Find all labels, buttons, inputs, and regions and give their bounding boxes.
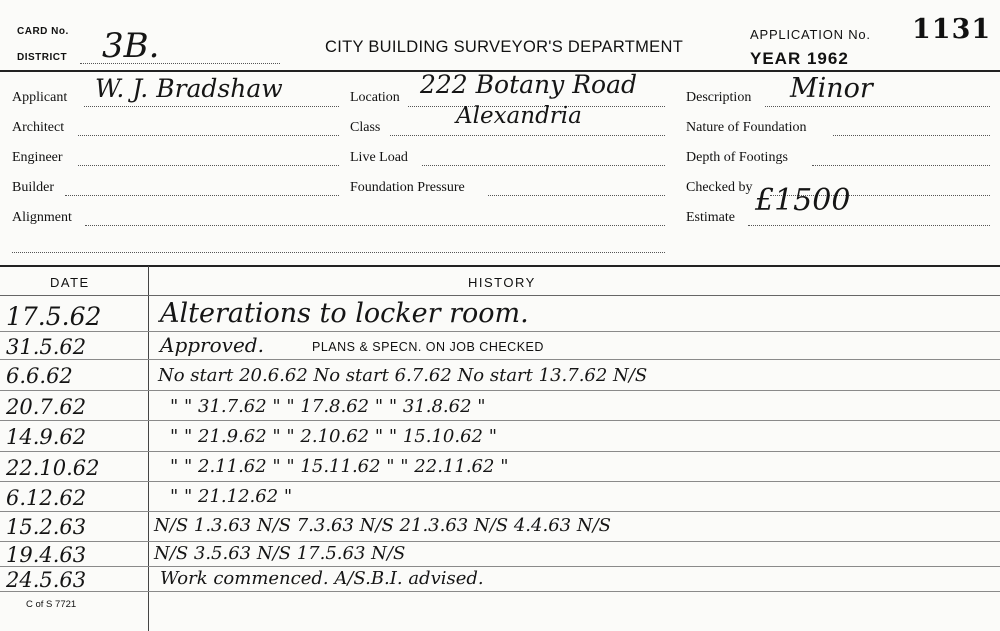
application-no-value: 1131 — [912, 14, 992, 45]
row-rule — [0, 481, 1000, 482]
history-date: 24.5.63 — [6, 568, 87, 592]
history-entry: " " 21.9.62 " " 2.10.62 " " 15.10.62 " — [170, 426, 498, 447]
engineer-line — [78, 165, 339, 166]
history-header-divider — [0, 295, 1000, 296]
history-entry: " " 21.12.62 " — [170, 486, 293, 507]
row-rule — [0, 591, 1000, 592]
live-load-line — [422, 165, 665, 166]
history-date: 15.2.63 — [6, 515, 87, 539]
year-label: YEAR 1962 — [750, 49, 849, 68]
history-column-header: HISTORY — [468, 275, 536, 290]
estimate-value: £1500 — [755, 183, 851, 218]
location-label: Location — [350, 90, 400, 105]
depth-of-footings-label: Depth of Footings — [686, 150, 788, 165]
history-entry-handwritten: Approved. — [160, 333, 264, 357]
history-date: 31.5.62 — [6, 335, 87, 359]
applicant-label: Applicant — [12, 90, 68, 105]
row-rule — [0, 566, 1000, 567]
engineer-label: Engineer — [12, 150, 63, 165]
nature-of-foundation-line — [833, 135, 990, 136]
history-entry: Alterations to locker room. — [160, 298, 529, 329]
history-date: 6.6.62 — [6, 364, 73, 388]
district-label: DISTRICT — [17, 52, 68, 63]
date-column-divider — [148, 266, 149, 631]
history-entry: " " 2.11.62 " " 15.11.62 " " 22.11.62 " — [170, 456, 509, 477]
history-entry: N/S 1.3.63 N/S 7.3.63 N/S 21.3.63 N/S 4.4.63 N/S — [154, 515, 611, 536]
builder-label: Builder — [12, 180, 54, 195]
description-label: Description — [686, 90, 752, 105]
history-entry-printed: PLANS & SPECN. ON JOB CHECKED — [312, 340, 544, 354]
date-column-header: DATE — [50, 275, 90, 290]
row-rule — [0, 390, 1000, 391]
history-date: 17.5.62 — [6, 302, 102, 331]
checked-by-label: Checked by — [686, 180, 753, 195]
estimate-label: Estimate — [686, 210, 735, 225]
history-date: 22.10.62 — [6, 456, 100, 480]
alignment-line — [85, 225, 665, 226]
history-date: 20.7.62 — [6, 395, 87, 419]
class-line — [390, 135, 665, 136]
history-date: 14.9.62 — [6, 425, 87, 449]
description-value: Minor — [790, 73, 873, 104]
form-number: C of S 7721 — [26, 599, 77, 610]
nature-of-foundation-label: Nature of Foundation — [686, 120, 807, 135]
history-entry: No start 20.6.62 No start 6.7.62 No start 13.7.62 N/S — [158, 365, 648, 386]
live-load-label: Live Load — [350, 150, 408, 165]
depth-of-footings-line — [812, 165, 990, 166]
foundation-pressure-line — [488, 195, 665, 196]
architect-label: Architect — [12, 120, 65, 135]
row-rule — [0, 331, 1000, 332]
alignment-line-2 — [12, 252, 665, 253]
history-entry: N/S 3.5.63 N/S 17.5.63 N/S — [154, 543, 406, 564]
applicant-value: W. J. Bradshaw — [95, 74, 283, 103]
alignment-label: Alignment — [12, 210, 72, 225]
history-entry: Work commenced. A/S.B.I. advised. — [160, 568, 484, 589]
history-date: 19.4.63 — [6, 543, 87, 567]
description-line — [765, 106, 990, 107]
foundation-pressure-label: Foundation Pressure — [350, 180, 465, 195]
application-no-label: APPLICATION No. — [750, 27, 871, 42]
estimate-line — [748, 225, 990, 226]
district-value: 3B. — [102, 26, 160, 66]
department-title: CITY BUILDING SURVEYOR'S DEPARTMENT — [325, 38, 684, 56]
location-value: 222 Botany Road — [420, 70, 637, 99]
card-no-label: CARD No. — [17, 26, 69, 37]
row-rule — [0, 511, 1000, 512]
builder-line — [65, 195, 339, 196]
architect-line — [78, 135, 339, 136]
history-date: 6.12.62 — [6, 486, 87, 510]
row-rule — [0, 420, 1000, 421]
applicant-line — [84, 106, 339, 107]
history-entry: " " 31.7.62 " " 17.8.62 " " 31.8.62 " — [170, 396, 486, 417]
history-top-border — [0, 265, 1000, 267]
row-rule — [0, 359, 1000, 360]
row-rule — [0, 541, 1000, 542]
class-label: Class — [350, 120, 381, 135]
class-value: Alexandria — [456, 103, 582, 129]
row-rule — [0, 451, 1000, 452]
